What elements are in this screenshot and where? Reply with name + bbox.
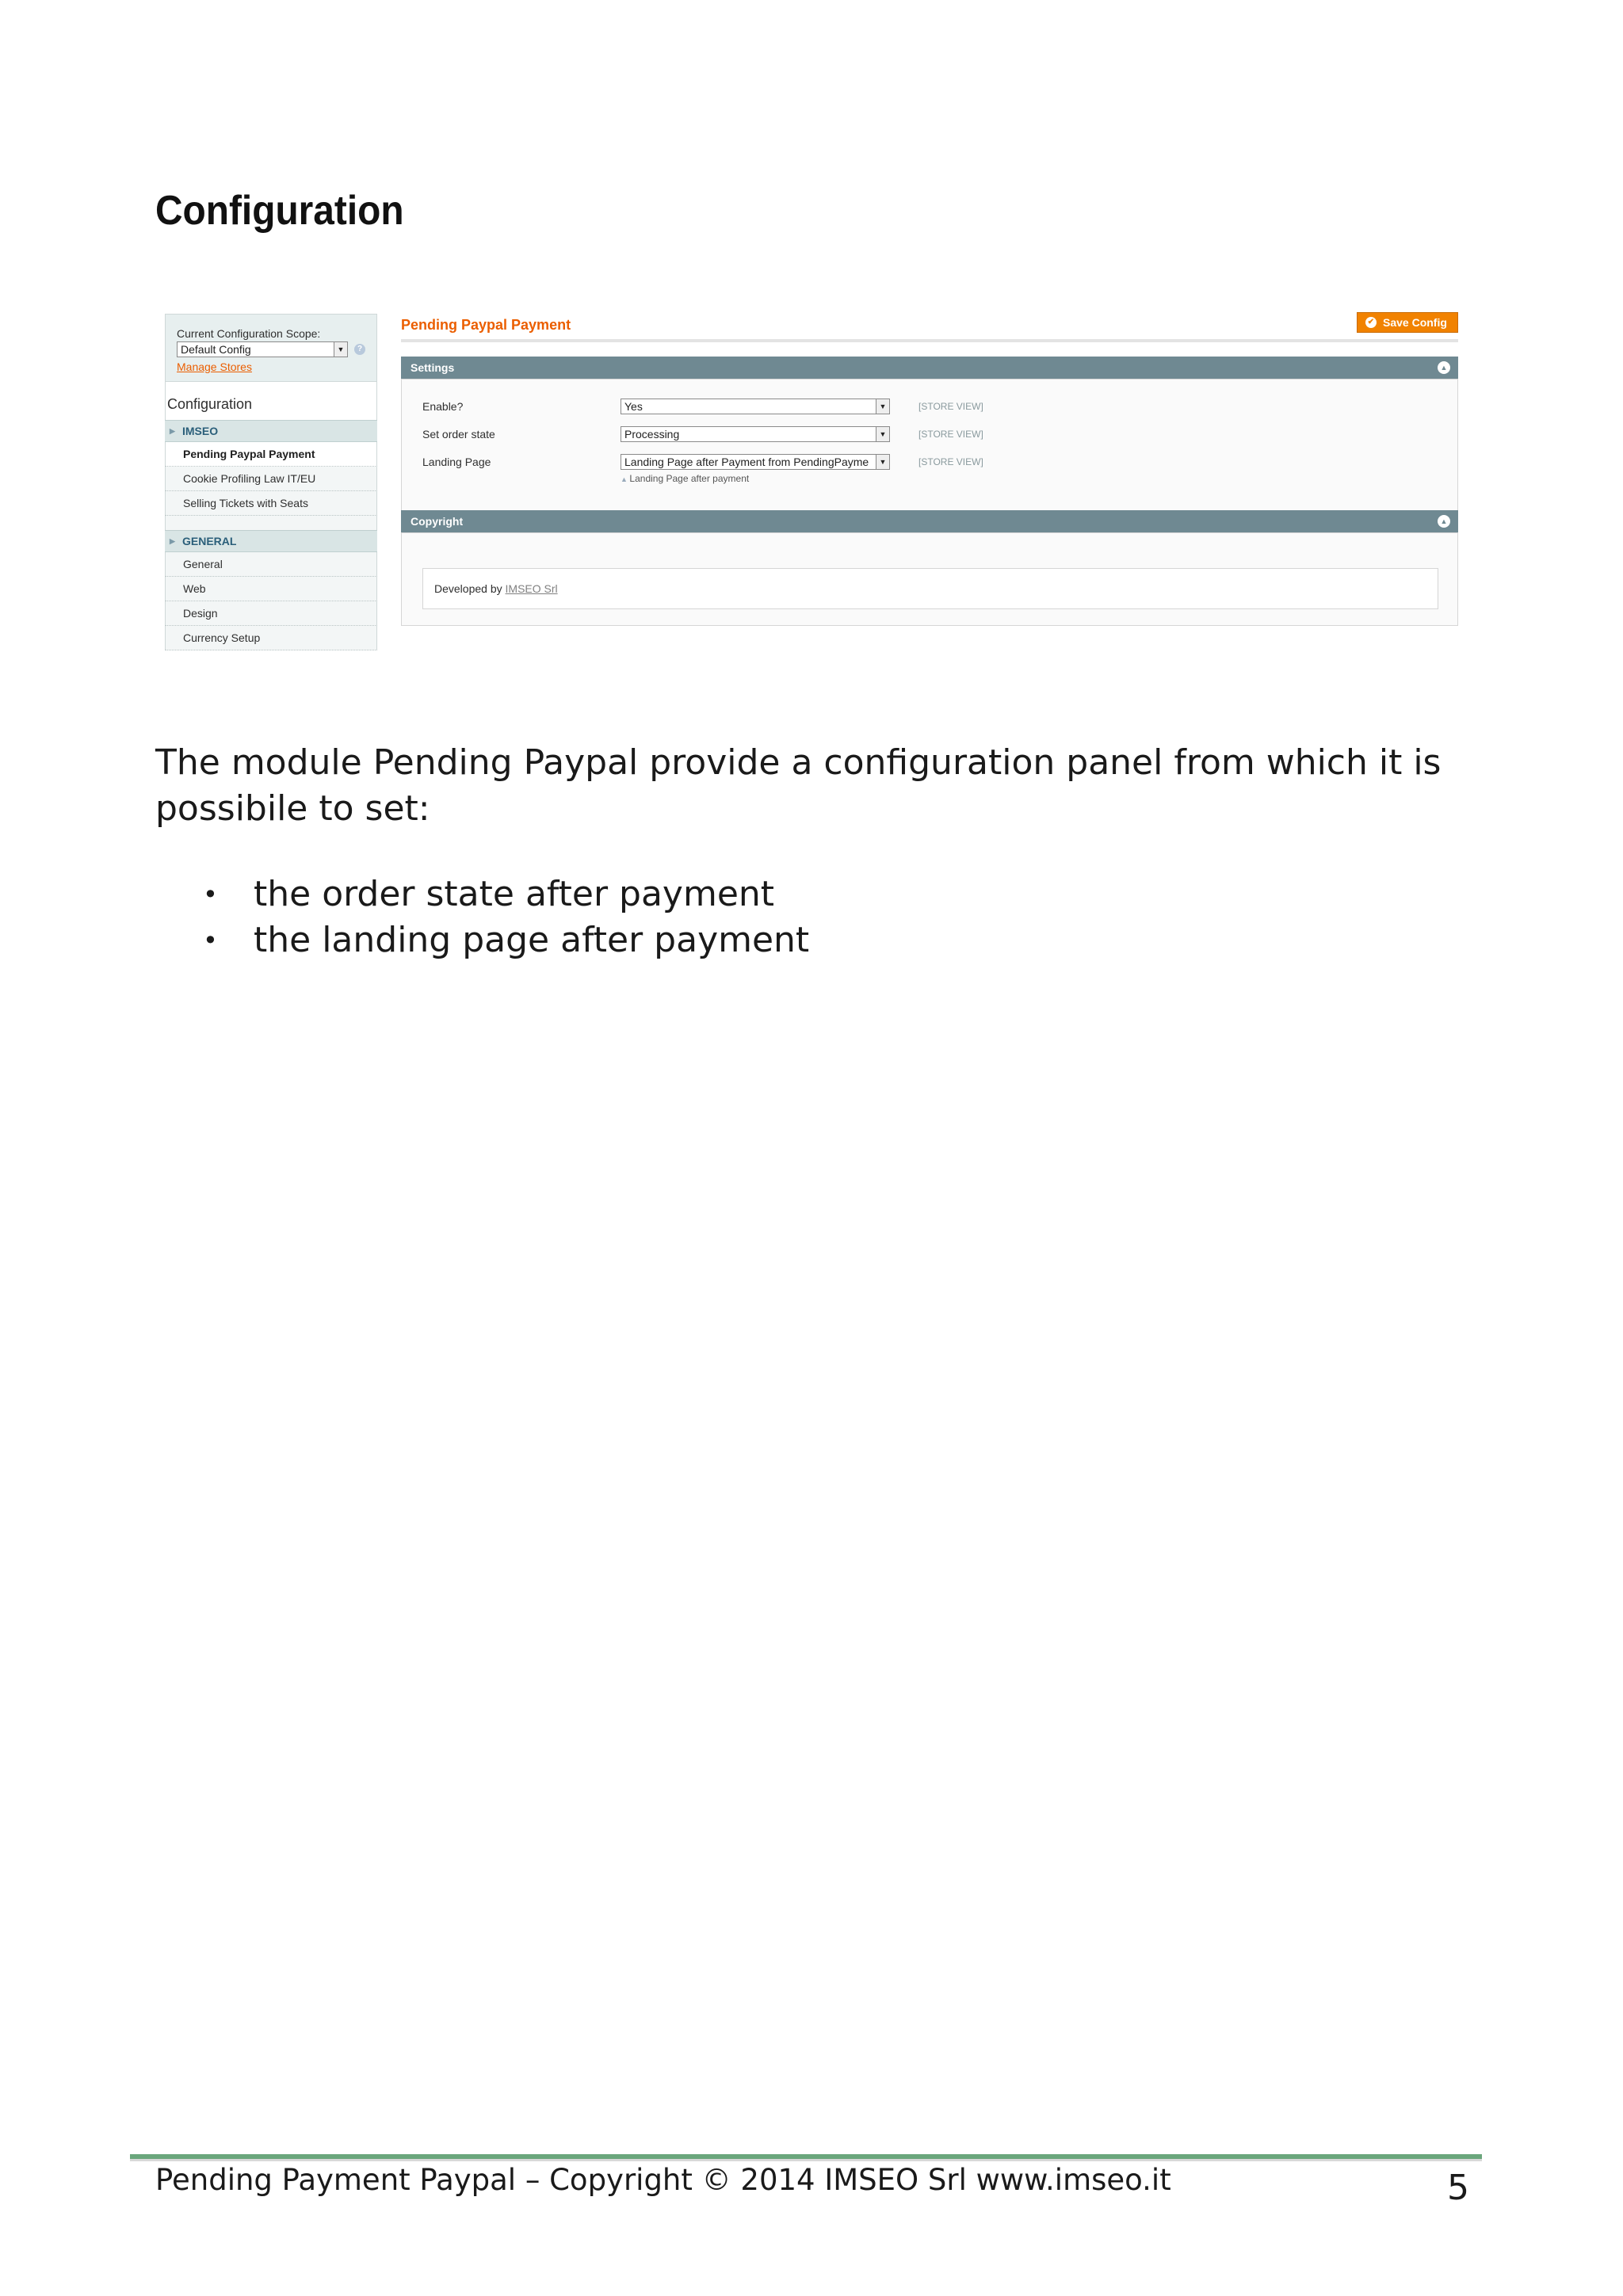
list-item-text: the landing page after payment: [254, 920, 810, 960]
divider: [401, 339, 1458, 342]
sidebar-item-design[interactable]: Design: [165, 601, 377, 626]
settings-body: [401, 379, 1458, 512]
sidebar-spacer: [165, 516, 377, 530]
chevron-down-icon: ▼: [876, 399, 889, 414]
settings-header[interactable]: [401, 357, 1458, 379]
settings-header-label: Settings: [411, 361, 455, 374]
scope-label: Current Configuration Scope:: [177, 327, 321, 340]
config-main: [401, 309, 1458, 662]
triangle-up-icon: ▲: [621, 475, 630, 483]
landing-page-select[interactable]: [621, 454, 890, 470]
enable-select[interactable]: [621, 399, 890, 414]
manage-stores-link[interactable]: Manage Stores: [177, 360, 252, 373]
order-state-select[interactable]: [621, 426, 890, 442]
bullet-list: [155, 871, 1503, 963]
sidebar-item-web[interactable]: Web: [165, 577, 377, 601]
bullet-icon: •: [203, 879, 218, 910]
sidebar-group-imseo[interactable]: [165, 420, 377, 442]
description-paragraph: The module Pending Paypal provide a configuration panel from which it is possibile to set:: [155, 742, 1442, 829]
developed-by-box: [422, 568, 1438, 609]
landing-page-note-text: Landing Page after payment: [629, 473, 750, 484]
list-item: [155, 917, 1503, 963]
configuration-screenshot: [165, 309, 1458, 662]
help-icon[interactable]: ?: [354, 344, 365, 355]
list-item-text: the order state after payment: [254, 874, 775, 914]
page-number: 5: [1447, 2168, 1469, 2208]
enable-select-value: Yes: [624, 400, 643, 413]
page-title: Configuration: [155, 188, 404, 234]
footer-divider-shadow: [130, 2159, 1482, 2161]
bullet-icon: •: [203, 925, 218, 955]
store-view-tag: [STORE VIEW]: [918, 456, 983, 467]
landing-page-select-value: Landing Page after Payment from PendingPayme: [624, 456, 869, 468]
imseo-link[interactable]: IMSEO Srl: [505, 582, 558, 595]
sidebar-item-cookie-profiling[interactable]: Cookie Profiling Law IT/EU: [165, 467, 377, 491]
copyright-header[interactable]: [401, 510, 1458, 532]
sidebar-item-currency-setup[interactable]: Currency Setup: [165, 626, 377, 650]
landing-page-label: Landing Page: [422, 456, 491, 468]
store-view-tag: [STORE VIEW]: [918, 429, 983, 440]
sidebar-group-label: IMSEO: [182, 425, 219, 437]
chevron-down-icon: ▼: [334, 342, 347, 357]
copyright-header-label: Copyright: [411, 515, 464, 528]
sidebar-title: Configuration: [165, 382, 377, 420]
enable-label: Enable?: [422, 400, 464, 413]
scope-switcher: [165, 314, 377, 382]
chevron-down-icon: ▼: [876, 455, 889, 469]
order-state-label: Set order state: [422, 428, 495, 441]
landing-page-note: [621, 473, 749, 484]
store-view-tag: [STORE VIEW]: [918, 401, 983, 412]
sidebar-item-general[interactable]: General: [165, 552, 377, 577]
collapse-icon[interactable]: ▲: [1438, 361, 1450, 374]
developed-by-text: Developed by: [434, 582, 502, 595]
triangle-right-icon: ▶: [170, 427, 175, 435]
config-sidebar: [165, 314, 377, 662]
collapse-icon[interactable]: ▲: [1438, 515, 1450, 528]
sidebar-item-selling-tickets[interactable]: Selling Tickets with Seats: [165, 491, 377, 516]
copyright-body: [401, 532, 1458, 626]
save-config-button[interactable]: [1357, 312, 1458, 333]
section-title: Pending Paypal Payment: [401, 317, 571, 333]
sidebar-group-label: GENERAL: [182, 535, 237, 547]
order-state-select-value: Processing: [624, 428, 680, 441]
scope-select-value: Default Config: [181, 343, 251, 356]
footer-text: Pending Payment Paypal – Copyright © 2014 IMSEO Srl www.imseo.it: [155, 2163, 1171, 2197]
save-config-label: Save Config: [1383, 316, 1447, 329]
check-icon: ✔: [1365, 317, 1377, 328]
triangle-right-icon: ▶: [170, 537, 175, 545]
list-item: [155, 871, 1503, 917]
sidebar-group-general[interactable]: [165, 530, 377, 552]
scope-select[interactable]: [177, 341, 348, 357]
sidebar-nav: [165, 420, 377, 650]
chevron-down-icon: ▼: [876, 427, 889, 441]
sidebar-item-pending-paypal-payment[interactable]: Pending Paypal Payment: [165, 442, 377, 467]
